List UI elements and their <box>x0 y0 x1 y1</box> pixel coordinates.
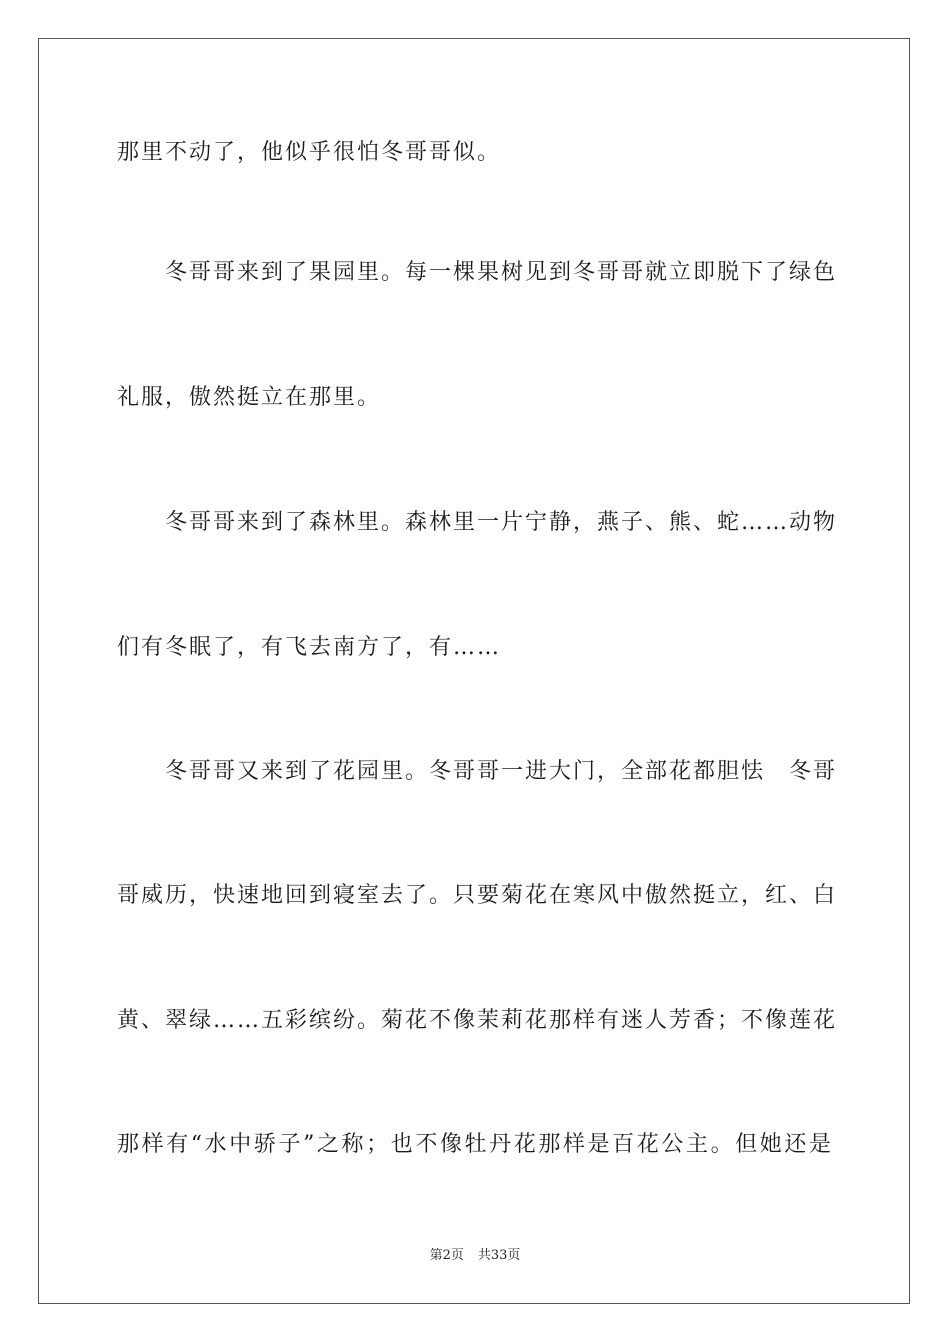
text-line: 礼服，傲然挺立在那里。 <box>117 385 382 410</box>
page-number: 第2页 <box>429 1248 464 1263</box>
text-line: 哥威历，快速地回到寝室去了。只要菊花在寒风中傲然挺立，红、白 <box>117 883 838 908</box>
page-border <box>38 38 910 1304</box>
text-line: 黄、翠绿……五彩缤纷。菊花不像茉莉花那样有迷人芳香；不像莲花 <box>117 1008 838 1033</box>
text-line: 那里不动了，他似乎很怕冬哥哥似。 <box>117 140 502 165</box>
text-line: 们有冬眠了，有飞去南方了，有…… <box>117 635 502 660</box>
text-line: 那样有“水中骄子”之称；也不像牡丹花那样是百花公主。但她还是 <box>117 1132 833 1157</box>
text-line: 冬哥哥又来到了花园里。冬哥哥一进大门，全部花都胆怯 冬哥 <box>165 759 838 784</box>
text-line: 冬哥哥来到了果园里。每一棵果树见到冬哥哥就立即脱下了绿色 <box>165 260 838 285</box>
text-line: 冬哥哥来到了森林里。森林里一片宁静，燕子、熊、蛇……动物 <box>165 510 838 535</box>
page-total: 共33页 <box>477 1248 521 1263</box>
page-footer <box>0 1247 950 1265</box>
